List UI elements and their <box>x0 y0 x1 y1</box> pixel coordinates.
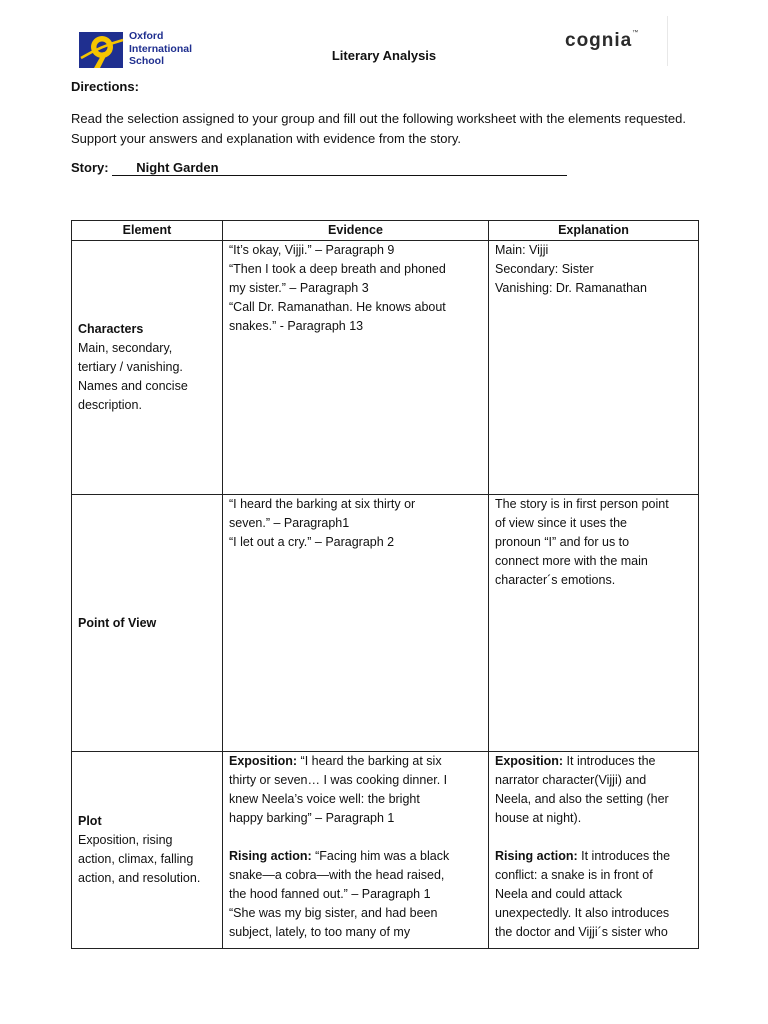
explanation-cell-plot: Exposition: It introduces the narrator character(Vijji) and Neela, and also the setting (her house at night). Rising action: It introduces the conflict: a snake is in front of Neela and could attack unexpectedly. It also introduces the doctor and Vijji´s sister who <box>489 752 699 949</box>
explanation-cell-point-of-view: The story is in first person point of view since it uses the pronoun “I” and for us to connect more with the main character´s emotions. <box>489 495 699 752</box>
intro-text: Read the selection assigned to your group and fill out the following worksheet with the elements requested. Support your answers and explanation with evidence from the story. <box>71 111 686 146</box>
column-header-element: Element <box>72 221 223 241</box>
story-line <box>71 160 567 176</box>
directions-label: Directions: <box>71 79 139 94</box>
explanation-cell-characters: Main: Vijji Secondary: Sister Vanishing: Dr. Ramanathan <box>489 241 699 495</box>
table-row-point-of-view <box>72 495 699 752</box>
school-logo-text: Oxford International School <box>129 30 193 67</box>
evidence-cell-plot: Exposition: “I heard the barking at six thirty or seven… I was cooking dinner. I knew Neela’s voice well: the bright happy barking” – Paragraph 1 Rising action: “Facing him was a black snake—a cobra—with the head raised, the hood fanned out.” – Paragraph 1 “She was my big sister, and had been subject, lately, to too many of my <box>223 752 489 949</box>
table-row-plot <box>72 752 699 949</box>
column-header-explanation: Explanation <box>489 221 699 241</box>
cognia-logo: cognia™ <box>565 30 640 51</box>
evidence-cell-characters: “It’s okay, Vijji.” – Paragraph 9 “Then I took a deep breath and phoned my sister.” – Paragraph 3 “Call Dr. Ramanathan. He knows about snakes.” - Paragraph 13 <box>223 241 489 495</box>
column-header-evidence: Evidence <box>223 221 489 241</box>
table-header-row <box>72 221 699 241</box>
element-cell-plot: Plot Exposition, rising action, climax, falling action, and resolution. <box>72 752 223 949</box>
page-title: Literary Analysis <box>331 48 437 63</box>
story-value: Night Garden <box>112 160 567 176</box>
table-row-characters <box>72 241 699 495</box>
analysis-table <box>71 220 699 949</box>
evidence-cell-point-of-view: “I heard the barking at six thirty or seven.” – Paragraph1 “I let out a cry.” – Paragraph 2 <box>223 495 489 752</box>
header-divider <box>667 16 668 66</box>
story-label: Story: <box>71 160 109 175</box>
element-cell-characters: Characters Main, secondary, tertiary / vanishing. Names and concise description. <box>72 241 223 495</box>
element-cell-point-of-view: Point of View <box>72 495 223 752</box>
